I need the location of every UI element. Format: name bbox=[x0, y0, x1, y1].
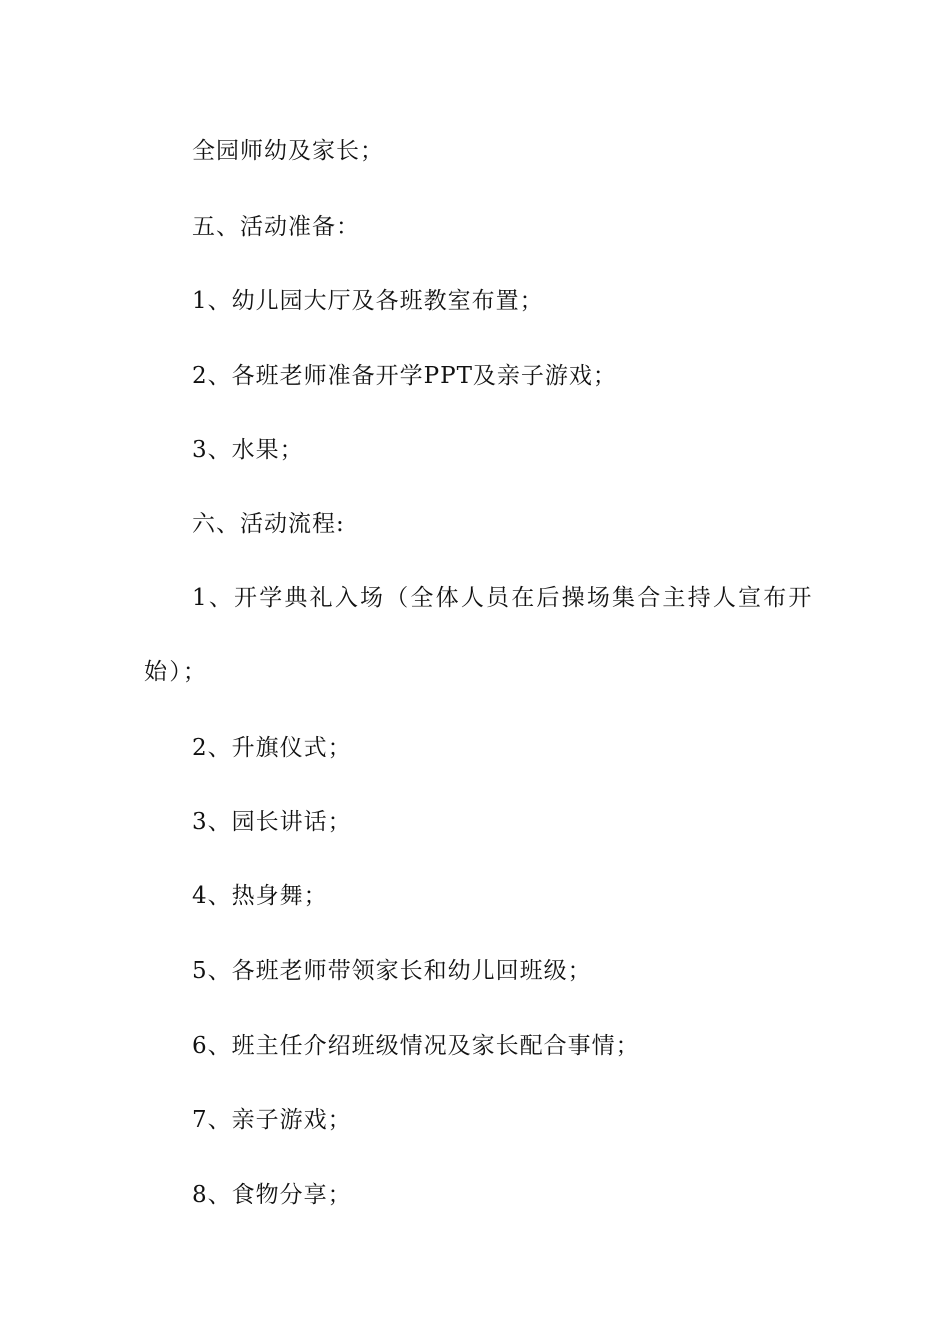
list-item: 8、食物分享； bbox=[192, 1182, 352, 1208]
list-item: 2、各班老师准备开学PPT及亲子游戏； bbox=[192, 363, 617, 389]
list-item: 3、园长讲话； bbox=[192, 809, 352, 835]
section-heading-process: 六、活动流程: bbox=[192, 511, 345, 537]
list-item: 3、水果； bbox=[192, 437, 304, 463]
list-item: 4、热身舞； bbox=[192, 883, 328, 909]
list-item: 7、亲子游戏； bbox=[192, 1107, 352, 1133]
list-item: 6、班主任介绍班级情况及家长配合事情； bbox=[192, 1033, 640, 1059]
list-item: 1、开学典礼入场（全体人员在后操场集合主持人宣布开始）； bbox=[144, 585, 814, 685]
paragraph-participants: 全园师幼及家长； bbox=[192, 138, 384, 164]
section-heading-preparation: 五、活动准备： bbox=[192, 214, 360, 240]
list-item: 1、幼儿园大厅及各班教室布置； bbox=[192, 288, 544, 314]
list-item: 2、升旗仪式； bbox=[192, 735, 352, 761]
list-item: 5、各班老师带领家长和幼儿回班级； bbox=[192, 958, 592, 984]
